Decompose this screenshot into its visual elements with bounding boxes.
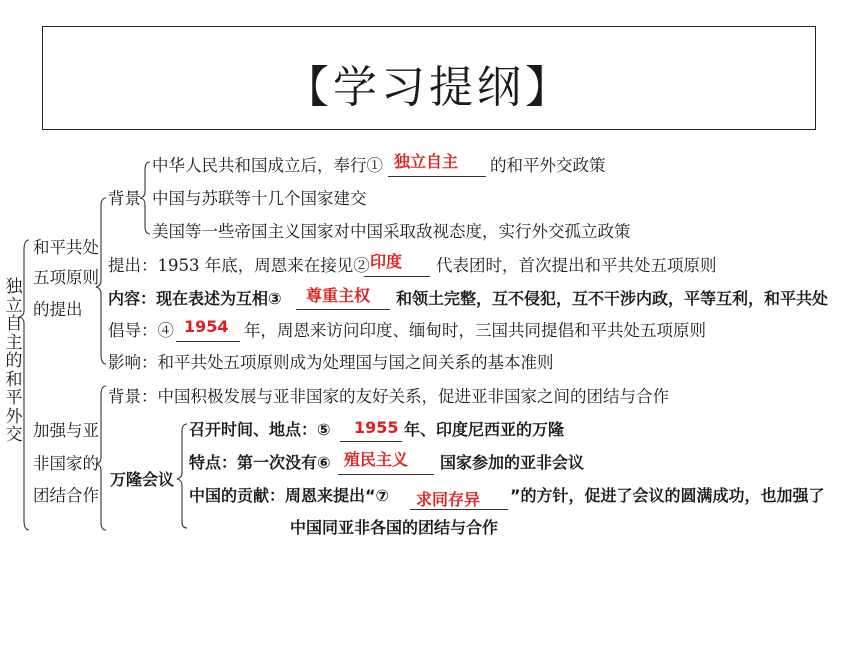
blank-1: [388, 176, 486, 177]
bg-item3: 美国等一些帝国主义国家对中国采取敌视态度，实行外交孤立政策: [152, 222, 631, 241]
bandung-brace: [177, 424, 187, 528]
section2-label-line1: 加强与亚: [33, 421, 99, 440]
time-prefix: 召开时间、地点：⑤: [189, 420, 331, 439]
proposal-prefix: 提出：1953 年底，周恩来在接见②: [108, 256, 370, 275]
answer-1: 独立自主: [394, 152, 459, 171]
section2-label-line2: 非国家的: [33, 454, 99, 473]
section1-label-line1: 和平共处: [33, 238, 99, 257]
section2-label-line3: 团结合作: [33, 486, 99, 505]
blank-2: [364, 276, 430, 277]
blank-3: [296, 309, 390, 310]
content-prefix: 内容：现在表述为互相③: [108, 289, 282, 308]
answer-5: 1955: [354, 418, 399, 437]
contribution-prefix: 中国的贡献：周恩来提出“⑦: [189, 486, 390, 505]
bg-item1-prefix: 中华人民共和国成立后，奉行①: [152, 156, 383, 175]
answer-3: 尊重主权: [306, 286, 371, 305]
advocate-prefix: 倡导：④: [108, 321, 174, 340]
feature-suffix: 国家参加的亚非会议: [440, 453, 585, 472]
answer-6: 殖民主义: [344, 450, 409, 469]
time-suffix: 年、印度尼西亚的万隆: [404, 420, 565, 439]
content-suffix: 和领土完整，互不侵犯，互不干涉内政，平等互利，和平共处: [396, 289, 829, 308]
main-topic: 独立自主的和平外交: [5, 277, 23, 445]
answer-2: 印度: [370, 252, 403, 271]
background-label: 背景: [108, 189, 141, 208]
blank-5: [340, 441, 402, 442]
blank-4: [176, 341, 240, 342]
section2-background: 背景：中国积极发展与亚非国家的友好关系，促进亚非国家之间的团结与合作: [108, 387, 669, 406]
bg-item2: 中国与苏联等十几个国家建交: [152, 189, 367, 208]
blank-6: [338, 474, 434, 475]
bandung-label: 万隆会议: [110, 470, 175, 489]
impact-line: 影响：和平共处五项原则成为处理国与国之间关系的基本准则: [108, 353, 554, 372]
feature-prefix: 特点：第一次没有⑥: [189, 453, 331, 472]
bg-item1-suffix: 的和平外交政策: [490, 156, 606, 175]
contribution-suffix: ”的方针，促进了会议的圆满成功，也加强了: [510, 486, 825, 505]
slide-title: 【学习提纲】: [285, 62, 573, 113]
contribution-line2: 中国同亚非各国的团结与合作: [290, 518, 499, 537]
answer-4: 1954: [184, 317, 229, 336]
section1-label-line3: 的提出: [33, 300, 83, 319]
proposal-suffix: 代表团时，首次提出和平共处五项原则: [436, 256, 717, 275]
background-brace: [140, 162, 150, 234]
advocate-suffix: 年，周恩来访问印度、缅甸时，三国共同提倡和平共处五项原则: [244, 321, 706, 340]
section1-label-line2: 五项原则: [33, 268, 99, 287]
answer-7: 求同存异: [416, 490, 481, 509]
